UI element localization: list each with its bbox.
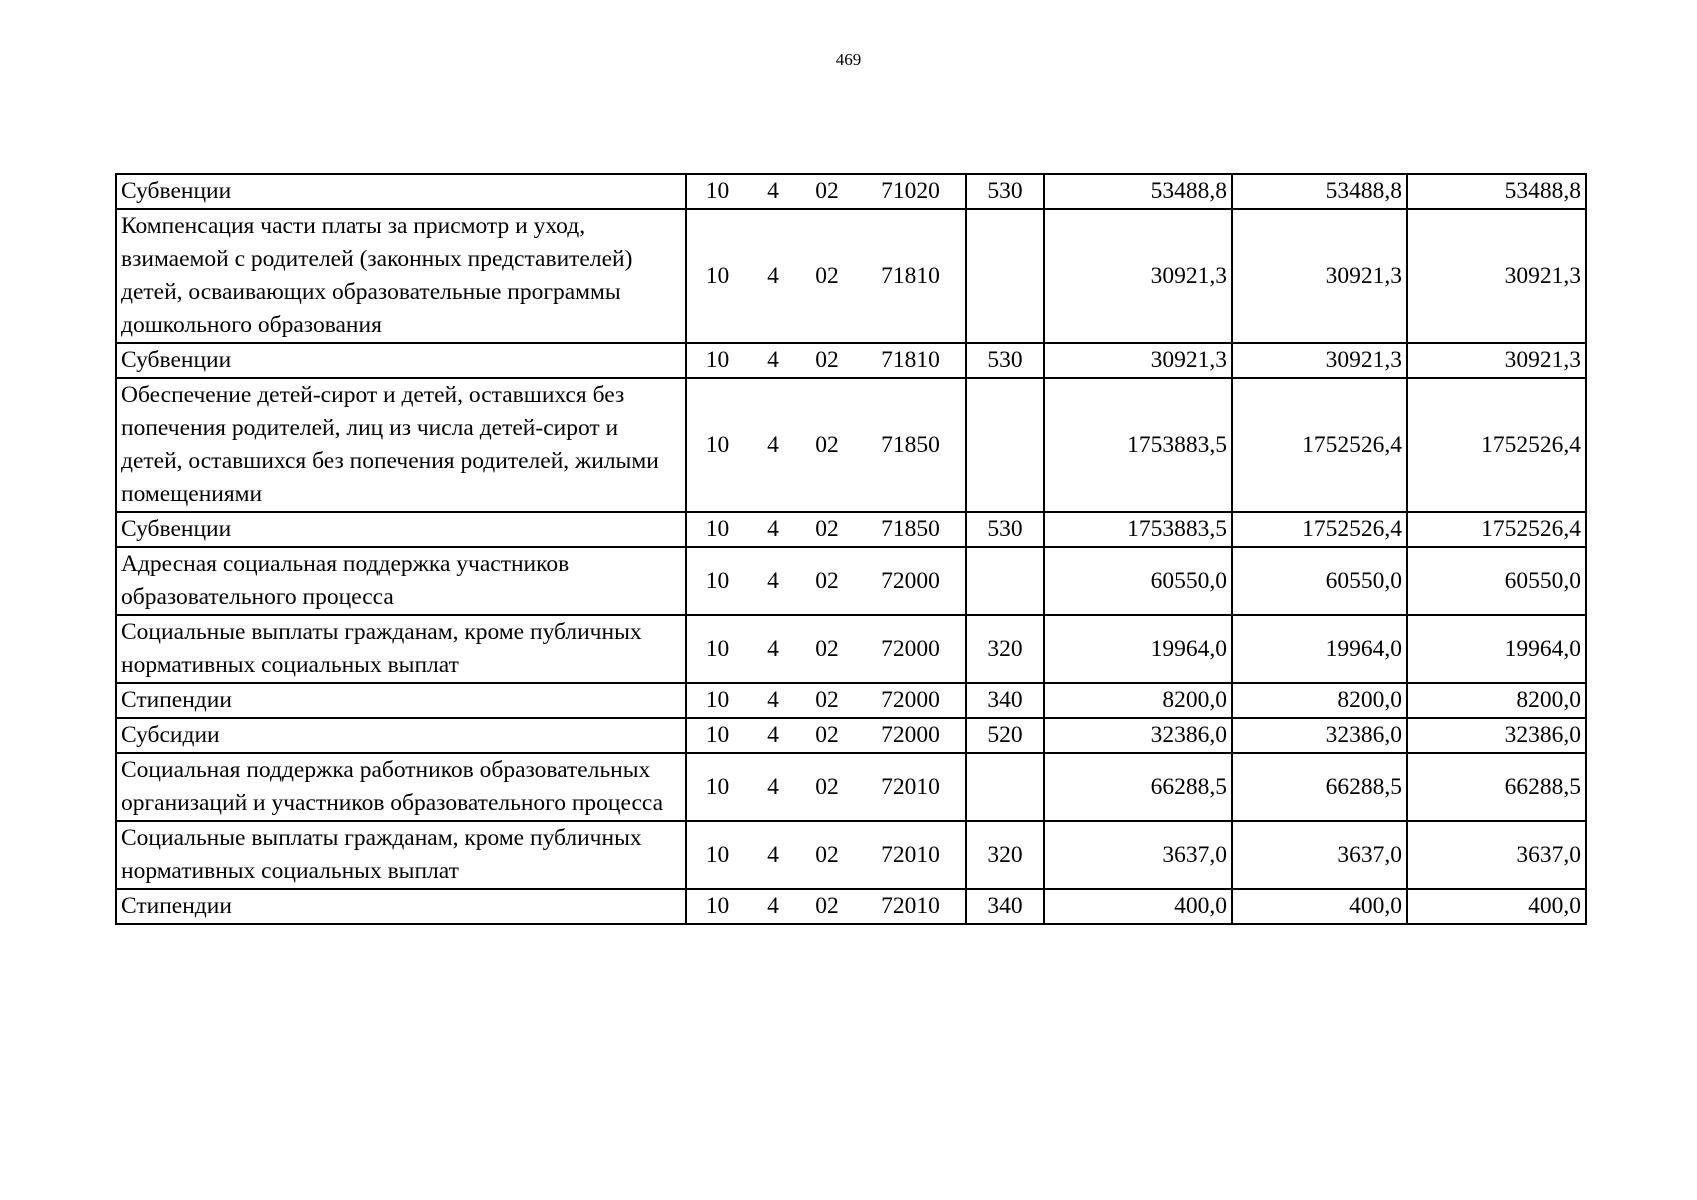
amount-year2-cell: 32386,0 — [1232, 718, 1407, 753]
direction-code-cell: 72010 — [856, 821, 966, 889]
subprogram-code-cell: 4 — [748, 615, 798, 683]
program-code-cell: 10 — [686, 889, 748, 924]
budget-table-body — [116, 174, 1586, 924]
amount-year3-cell: 1752526,4 — [1407, 378, 1586, 512]
program-code-cell: 10 — [686, 718, 748, 753]
amount-year2-cell: 53488,8 — [1232, 174, 1407, 209]
expense-type-cell: 530 — [966, 343, 1044, 378]
table-row — [116, 209, 1586, 343]
item-name-cell: Стипендии — [116, 683, 686, 718]
subprogram-code-cell: 4 — [748, 683, 798, 718]
measure-code-cell: 02 — [798, 512, 856, 547]
subprogram-code-cell: 4 — [748, 821, 798, 889]
expense-type-cell: 520 — [966, 718, 1044, 753]
item-name-cell: Социальная поддержка работников образовательных организаций и участников образовательного процесса — [116, 753, 686, 821]
amount-year3-cell: 1752526,4 — [1407, 512, 1586, 547]
program-code-cell: 10 — [686, 209, 748, 343]
measure-code-cell: 02 — [798, 343, 856, 378]
item-name-cell: Социальные выплаты гражданам, кроме публичных нормативных социальных выплат — [116, 821, 686, 889]
amount-year3-cell: 19964,0 — [1407, 615, 1586, 683]
amount-year1-cell: 53488,8 — [1044, 174, 1232, 209]
item-name-cell: Социальные выплаты гражданам, кроме публичных нормативных социальных выплат — [116, 615, 686, 683]
table-row — [116, 821, 1586, 889]
amount-year1-cell: 400,0 — [1044, 889, 1232, 924]
subprogram-code-cell: 4 — [748, 209, 798, 343]
measure-code-cell: 02 — [798, 821, 856, 889]
amount-year2-cell: 400,0 — [1232, 889, 1407, 924]
direction-code-cell: 72010 — [856, 753, 966, 821]
program-code-cell: 10 — [686, 547, 748, 615]
table-row — [116, 753, 1586, 821]
table-row — [116, 718, 1586, 753]
subprogram-code-cell: 4 — [748, 378, 798, 512]
program-code-cell: 10 — [686, 512, 748, 547]
table-row — [116, 547, 1586, 615]
direction-code-cell: 72000 — [856, 683, 966, 718]
item-name-cell: Субвенции — [116, 343, 686, 378]
subprogram-code-cell: 4 — [748, 174, 798, 209]
page-number: 469 — [835, 50, 862, 69]
direction-code-cell: 72000 — [856, 718, 966, 753]
item-name-cell: Стипендии — [116, 889, 686, 924]
amount-year3-cell: 30921,3 — [1407, 343, 1586, 378]
expense-type-cell — [966, 753, 1044, 821]
expense-type-cell — [966, 547, 1044, 615]
item-name-cell: Субвенции — [116, 512, 686, 547]
item-name-cell: Обеспечение детей-сирот и детей, оставшихся без попечения родителей, лиц из числа детей-сирот и детей, оставшихся без попечения родителей, жилыми помещениями — [116, 378, 686, 512]
table-row — [116, 615, 1586, 683]
subprogram-code-cell: 4 — [748, 718, 798, 753]
expense-type-cell — [966, 209, 1044, 343]
budget-table — [115, 173, 1587, 925]
program-code-cell: 10 — [686, 821, 748, 889]
amount-year1-cell: 3637,0 — [1044, 821, 1232, 889]
expense-type-cell — [966, 378, 1044, 512]
item-name-cell: Субсидии — [116, 718, 686, 753]
measure-code-cell: 02 — [798, 889, 856, 924]
amount-year3-cell: 60550,0 — [1407, 547, 1586, 615]
program-code-cell: 10 — [686, 174, 748, 209]
expense-type-cell: 320 — [966, 821, 1044, 889]
amount-year2-cell: 1752526,4 — [1232, 512, 1407, 547]
expense-type-cell: 530 — [966, 512, 1044, 547]
measure-code-cell: 02 — [798, 174, 856, 209]
direction-code-cell: 71850 — [856, 378, 966, 512]
program-code-cell: 10 — [686, 378, 748, 512]
amount-year3-cell: 400,0 — [1407, 889, 1586, 924]
amount-year3-cell: 53488,8 — [1407, 174, 1586, 209]
program-code-cell: 10 — [686, 343, 748, 378]
measure-code-cell: 02 — [798, 378, 856, 512]
item-name-cell: Компенсация части платы за присмотр и уход, взимаемой с родителей (законных представителей) детей, осваивающих образовательные программы дошкольного образования — [116, 209, 686, 343]
item-name-cell: Субвенции — [116, 174, 686, 209]
amount-year2-cell: 66288,5 — [1232, 753, 1407, 821]
amount-year1-cell: 30921,3 — [1044, 209, 1232, 343]
expense-type-cell: 320 — [966, 615, 1044, 683]
amount-year2-cell: 30921,3 — [1232, 209, 1407, 343]
amount-year2-cell: 3637,0 — [1232, 821, 1407, 889]
amount-year1-cell: 8200,0 — [1044, 683, 1232, 718]
table-row — [116, 889, 1586, 924]
expense-type-cell: 340 — [966, 889, 1044, 924]
measure-code-cell: 02 — [798, 753, 856, 821]
measure-code-cell: 02 — [798, 718, 856, 753]
amount-year1-cell: 32386,0 — [1044, 718, 1232, 753]
subprogram-code-cell: 4 — [748, 753, 798, 821]
table-row — [116, 343, 1586, 378]
subprogram-code-cell: 4 — [748, 512, 798, 547]
direction-code-cell: 71810 — [856, 343, 966, 378]
direction-code-cell: 71020 — [856, 174, 966, 209]
direction-code-cell: 72010 — [856, 889, 966, 924]
amount-year2-cell: 8200,0 — [1232, 683, 1407, 718]
subprogram-code-cell: 4 — [748, 547, 798, 615]
direction-code-cell: 72000 — [856, 547, 966, 615]
table-row — [116, 683, 1586, 718]
program-code-cell: 10 — [686, 683, 748, 718]
amount-year1-cell: 19964,0 — [1044, 615, 1232, 683]
measure-code-cell: 02 — [798, 209, 856, 343]
measure-code-cell: 02 — [798, 615, 856, 683]
amount-year1-cell: 1753883,5 — [1044, 378, 1232, 512]
amount-year1-cell: 30921,3 — [1044, 343, 1232, 378]
direction-code-cell: 71810 — [856, 209, 966, 343]
amount-year2-cell: 19964,0 — [1232, 615, 1407, 683]
subprogram-code-cell: 4 — [748, 889, 798, 924]
amount-year2-cell: 1752526,4 — [1232, 378, 1407, 512]
subprogram-code-cell: 4 — [748, 343, 798, 378]
amount-year1-cell: 1753883,5 — [1044, 512, 1232, 547]
program-code-cell: 10 — [686, 615, 748, 683]
amount-year2-cell: 30921,3 — [1232, 343, 1407, 378]
amount-year3-cell: 32386,0 — [1407, 718, 1586, 753]
amount-year1-cell: 60550,0 — [1044, 547, 1232, 615]
expense-type-cell: 340 — [966, 683, 1044, 718]
amount-year3-cell: 30921,3 — [1407, 209, 1586, 343]
amount-year1-cell: 66288,5 — [1044, 753, 1232, 821]
table-row — [116, 512, 1586, 547]
table-row — [116, 378, 1586, 512]
amount-year3-cell: 3637,0 — [1407, 821, 1586, 889]
amount-year2-cell: 60550,0 — [1232, 547, 1407, 615]
amount-year3-cell: 8200,0 — [1407, 683, 1586, 718]
program-code-cell: 10 — [686, 753, 748, 821]
measure-code-cell: 02 — [798, 683, 856, 718]
measure-code-cell: 02 — [798, 547, 856, 615]
direction-code-cell: 71850 — [856, 512, 966, 547]
amount-year3-cell: 66288,5 — [1407, 753, 1586, 821]
expense-type-cell: 530 — [966, 174, 1044, 209]
item-name-cell: Адресная социальная поддержка участников образовательного процесса — [116, 547, 686, 615]
table-row — [116, 174, 1586, 209]
direction-code-cell: 72000 — [856, 615, 966, 683]
